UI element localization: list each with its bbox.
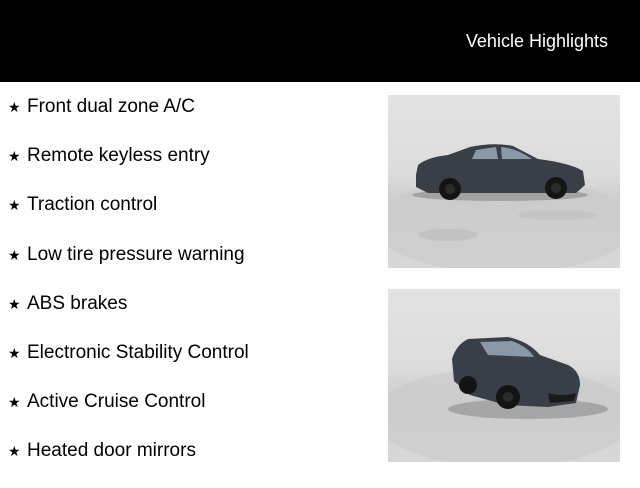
feature-item — [8, 340, 378, 389]
star-icon: ★ — [8, 99, 21, 115]
feature-item — [8, 438, 378, 487]
header-title: Vehicle Highlights — [465, 31, 608, 51]
feature-label: ABS brakes — [27, 292, 128, 314]
feature-list — [8, 94, 378, 488]
star-icon: ★ — [8, 344, 21, 361]
feature-item — [8, 192, 378, 241]
feature-label: Active Cruise Control — [27, 391, 206, 413]
feature-item — [8, 242, 378, 291]
star-icon: ★ — [8, 246, 21, 263]
header-bar — [0, 0, 640, 82]
feature-label: Traction control — [27, 194, 158, 216]
feature-item — [8, 389, 378, 438]
star-icon: ★ — [8, 197, 21, 214]
star-icon: ★ — [8, 394, 21, 411]
star-icon: ★ — [8, 443, 21, 460]
vehicle-photo-front — [388, 289, 620, 462]
feature-label: Heated door mirrors — [27, 440, 196, 462]
feature-label: Remote keyless entry — [27, 145, 210, 167]
feature-label: Front dual zone A/C — [27, 96, 195, 117]
feature-label: Low tire pressure warning — [27, 243, 245, 265]
star-icon: ★ — [8, 148, 21, 165]
star-icon: ★ — [8, 295, 21, 312]
feature-item — [8, 143, 378, 192]
feature-item — [8, 94, 378, 143]
feature-item — [8, 291, 378, 340]
vehicle-photo-side — [388, 95, 620, 268]
feature-label: Electronic Stability Control — [27, 341, 249, 363]
